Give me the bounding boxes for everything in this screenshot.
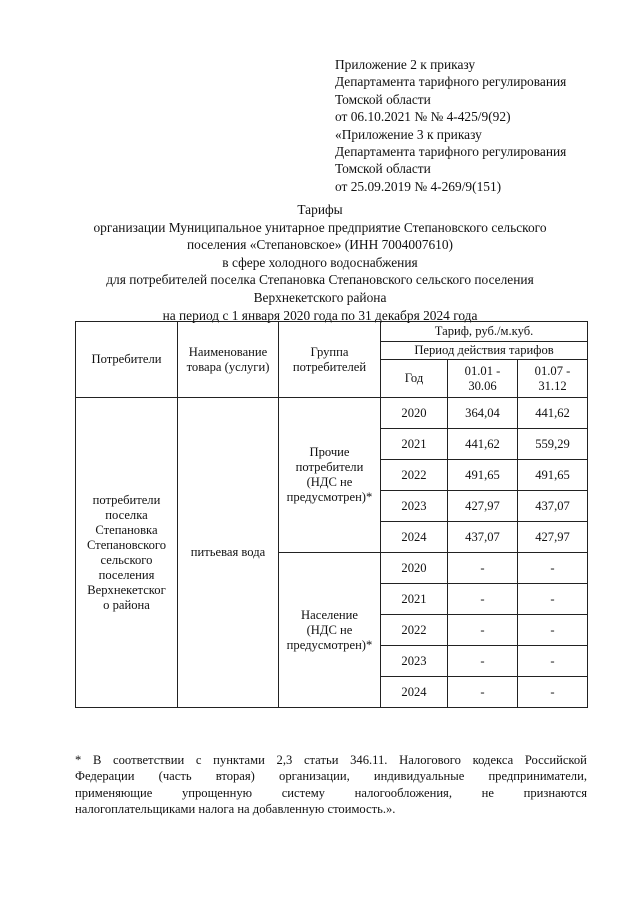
annex-line: от 25.09.2019 № 4-269/9(151) [335, 178, 502, 194]
header-group-line: потребителей [292, 359, 367, 374]
footnote-word: применяющие [75, 785, 153, 800]
tariff-table [75, 321, 588, 708]
consumer-cell-line: Степановка [95, 522, 158, 537]
consumer-cell-line: сельского [100, 552, 153, 567]
header-half-1-line: 01.01 - [464, 363, 501, 378]
footnote-word: Налогового [399, 753, 461, 767]
header-consumers: Потребители [76, 322, 178, 398]
tariff-h1-cell: 364,04 [448, 398, 518, 429]
group-cell-line: Прочие [309, 445, 350, 459]
group-cell [279, 398, 381, 553]
footnote-word: индивидуальные [373, 769, 465, 784]
annex-line: Томской области [335, 91, 431, 107]
footnote-word: вторая) [215, 769, 255, 784]
footnote-word: 346.11. [350, 753, 388, 767]
tariff-h1-cell: 441,62 [448, 429, 518, 460]
consumer-cell-line: Степановского [86, 537, 167, 552]
year-cell: 2021 [381, 429, 448, 460]
year-cell: 2020 [381, 398, 448, 429]
tariff-h2-cell: 441,62 [518, 398, 588, 429]
header-product-line: Наименование [188, 344, 268, 359]
header-product-line: товара (услуги) [186, 359, 270, 374]
tariff-h2-cell: 491,65 [518, 460, 588, 491]
tariff-h1-cell: - [448, 553, 518, 584]
tariff-h1-cell: - [448, 677, 518, 708]
footnote-word: кодекса [472, 753, 514, 767]
annex-line: Департамента тарифного регулирования [335, 143, 567, 159]
heading-line: организации Муниципальное унитарное предприятие Степановского сельского [93, 219, 547, 235]
heading-line: поселения «Степановское» (ИНН 7004007610) [186, 237, 453, 253]
footnote-last-line: налогоплательщиками налога на добавленную стоимость.». [75, 802, 396, 817]
heading-line: Верхнекетского района [253, 289, 387, 305]
annex-line: Приложение 2 к приказу [335, 57, 476, 72]
group-cell-line: предусмотрен)* [286, 490, 373, 504]
consumer-cell-line: поселения [98, 567, 155, 582]
footnote-word: Российской [524, 753, 587, 767]
year-cell: 2024 [381, 522, 448, 553]
tariff-h1-cell: 491,65 [448, 460, 518, 491]
header-group-line: Группа [310, 344, 349, 359]
header-half-1-line: 30.06 [468, 378, 497, 393]
group-cell-line: потребители [295, 460, 364, 474]
heading-line: Тарифы [297, 202, 343, 217]
annex-line: от 06.10.2021 № № 4-425/9(92) [335, 109, 511, 125]
tariff-h2-cell: 437,07 [518, 491, 588, 522]
tariff-h2-cell: 559,29 [518, 429, 588, 460]
footnote-word: пунктами [213, 753, 265, 767]
footnote-word: не [481, 785, 494, 800]
group-cell-line: предусмотрен)* [286, 637, 373, 652]
footnote-word: * [75, 753, 82, 767]
year-cell: 2021 [381, 584, 448, 615]
heading-line: на период с 1 января 2020 года по 31 декабря 2024 года [162, 307, 478, 323]
tariff-h1-cell: - [448, 646, 518, 677]
footnote-word: (часть [158, 769, 192, 784]
tariff-h2-cell: - [518, 677, 588, 708]
group-cell-line: (НДС не [306, 622, 353, 637]
footnote-word: соответствии [113, 753, 185, 767]
footnote-word: с [195, 753, 202, 767]
header-period: Период действия тарифов [381, 342, 588, 360]
footnote-word: организации, [279, 769, 350, 784]
tariff-h1-cell: - [448, 584, 518, 615]
tariff-h2-cell: - [518, 646, 588, 677]
footnote-line [75, 785, 587, 801]
footnote-line [75, 752, 587, 768]
footnote [75, 752, 587, 818]
header-half-2-line: 31.12 [538, 378, 567, 393]
header-year: Год [381, 360, 448, 398]
table-row [76, 398, 588, 429]
consumer-cell-line: поселка [105, 507, 148, 522]
header-tariff: Тариф, руб./м.куб. [381, 322, 588, 342]
year-cell: 2024 [381, 677, 448, 708]
group-cell-line: (НДС не [306, 475, 353, 489]
footnote-word: предприниматели, [488, 769, 587, 784]
header-product [178, 322, 279, 398]
footnote-word: В [92, 753, 102, 767]
consumer-cell [76, 398, 178, 708]
year-cell: 2022 [381, 460, 448, 491]
footnote-word: признаются [523, 785, 587, 800]
header-half-2-line: 01.07 - [534, 363, 571, 378]
consumer-cell-line: о района [103, 597, 150, 612]
tariff-h2-cell: - [518, 584, 588, 615]
year-cell: 2023 [381, 646, 448, 677]
footnote-word: статьи [303, 753, 339, 767]
tariff-h2-cell: - [518, 553, 588, 584]
consumer-cell-line: Верхнекетског [87, 582, 166, 597]
tariff-h1-cell: - [448, 615, 518, 646]
header-half-2 [518, 360, 588, 398]
tariff-h1-cell: 437,07 [448, 522, 518, 553]
tariff-h2-cell: 427,97 [518, 522, 588, 553]
footnote-word: систему [281, 785, 325, 800]
header-group [279, 322, 381, 398]
annex-line: «Приложение 3 к приказу [335, 126, 482, 142]
tariff-h1-cell: 427,97 [448, 491, 518, 522]
tariff-h2-cell: - [518, 615, 588, 646]
product-cell: питьевая вода [178, 398, 279, 708]
group-cell-line: Население [301, 607, 358, 622]
heading-line: в сфере холодного водоснабжения [222, 254, 418, 270]
annex-reference [335, 56, 566, 195]
group-cell [279, 553, 381, 708]
consumer-cell-line: потребители [92, 492, 161, 507]
footnote-word: налогообложения, [354, 785, 452, 800]
year-cell: 2022 [381, 615, 448, 646]
heading-line: для потребителей поселка Степановка Степановского сельского поселения [106, 272, 534, 288]
year-cell: 2020 [381, 553, 448, 584]
footnote-word: 2,3 [276, 753, 293, 767]
year-cell: 2023 [381, 491, 448, 522]
footnote-word: Федерации [75, 769, 135, 784]
document-heading [60, 201, 580, 324]
header-half-1 [448, 360, 518, 398]
annex-line: Томской области [335, 161, 431, 177]
footnote-line [75, 768, 587, 784]
annex-line: Департамента тарифного регулирования [335, 74, 567, 90]
footnote-word: упрощенную [181, 785, 253, 800]
